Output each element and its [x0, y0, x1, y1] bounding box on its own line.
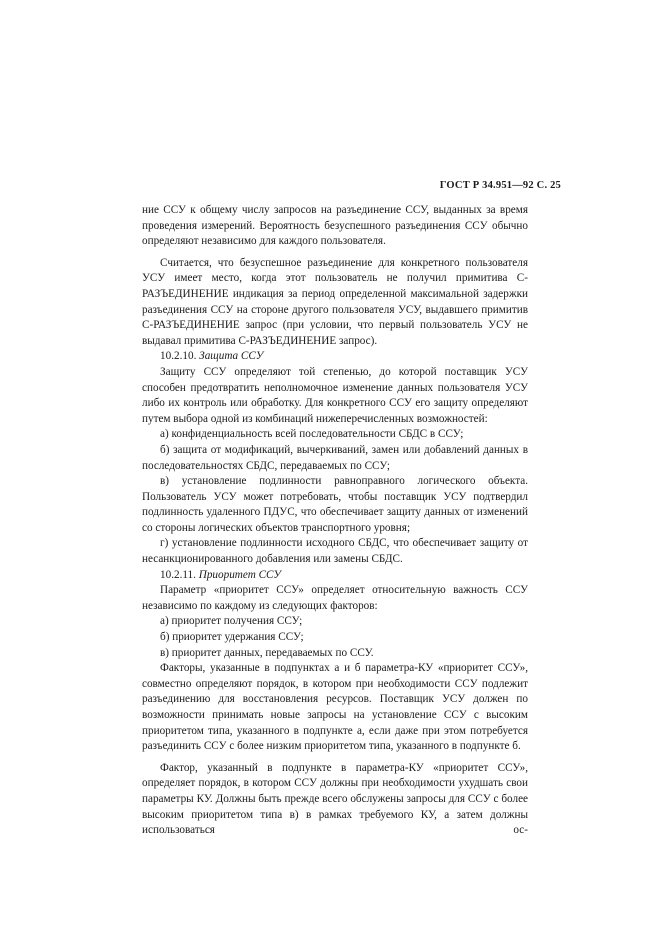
- section-number: 10.2.11.: [160, 568, 196, 581]
- list-item-protection-a: а) конфиденциальность всей последовательности СБДС в ССУ;: [160, 428, 464, 441]
- document-body: [142, 203, 528, 839]
- list-item-priority-a: а) приоритет получения ССУ;: [160, 615, 303, 628]
- list-item-protection-v: в) установление подлинности равноправного логического объекта. Пользователь УСУ может потребовать, чтобы поставщик УСУ подтвердил подлинность удаленного ПДУС, что обеспечивает защиту данных от изменений со стороны логических объектов транспортного уровня;: [142, 475, 528, 534]
- paragraph-factors-ab: Факторы, указанные в подпунктах а и б параметра-КУ «приоритет ССУ», совместно определяют порядок, в котором при необходимости ССУ подлежит разъединению для восстановления ресурсов. Поставщик УСУ должен по возможности принимать новые запросы на установление ССУ с высоким приоритетом типа, указанного в подпункте а, если даже при этом потребуется разъединить ССУ с более низким приоритетом типа, указанного в подпункте б.: [142, 662, 528, 753]
- list-item-protection-b: б) защита от модификаций, вычеркиваний, замен или добавлений данных в последовательностях СБДС, передаваемых по ССУ;: [142, 443, 528, 472]
- list-item-priority-v: в) приоритет данных, передаваемых по ССУ.: [160, 646, 374, 659]
- paragraph-continuation: ние ССУ к общему числу запросов на разъединение ССУ, выданных за время проведения измерений. Вероятность безуспешного разъединения ССУ обычно определяют независимо для каждого пользователя.: [142, 204, 528, 248]
- paragraph-priority: Параметр «приоритет ССУ» определяет относительную важность ССУ независимо по каждому из следующих факторов:: [142, 584, 528, 612]
- section-title: Защита ССУ: [199, 350, 264, 363]
- paragraph-protection: Защиту ССУ определяют той степенью, до которой поставщик УСУ способен предотвратить неполномочное изменение данных пользователя УСУ либо их контроль или обработку. Для конкретного ССУ его защиту определяют путем выбора одной из комбинаций нижеперечисленных возможностей:: [142, 365, 528, 425]
- paragraph-factor-v: Фактор, указанный в подпункте в параметра-КУ «приоритет ССУ», определяет порядок, в котором ССУ должны при необходимости ухудшать свои параметры КУ. Должны быть прежде всего обслужены запросы для ССУ с более высоким приоритетом типа в) в рамках требуемого КУ, а затем должны использоваться ос-: [142, 761, 528, 837]
- list-item-protection-g: г) установление подлинности исходного СБДС, что обеспечивает защиту от несанкционированного добавления или замены СБДС.: [142, 537, 528, 566]
- page-header: ГОСТ Р 34.951—92 С. 25: [439, 180, 561, 191]
- paragraph-unsuccessful-release: Считается, что безуспешное разъединение для конкретного пользователя УСУ имеет место, когда этот пользователь не получил примитива С-РАЗЪЕДИНЕНИЕ индикация за период определенной максимальной задержки разъединения ССУ на стороне другого пользователя УСУ, выдавшего примитив С-РАЗЪЕДИНЕНИЕ запрос (при условии, что первый пользователь УСУ не выдавал примитива С-РАЗЪЕДИНЕНИЕ запрос).: [142, 256, 528, 347]
- section-number: 10.2.10.: [160, 350, 197, 363]
- section-heading-10-2-10: [142, 349, 528, 365]
- section-heading-10-2-11: [142, 568, 528, 584]
- section-title: Приоритет ССУ: [198, 568, 281, 581]
- list-item-priority-b: б) приоритет удержания ССУ;: [160, 631, 304, 644]
